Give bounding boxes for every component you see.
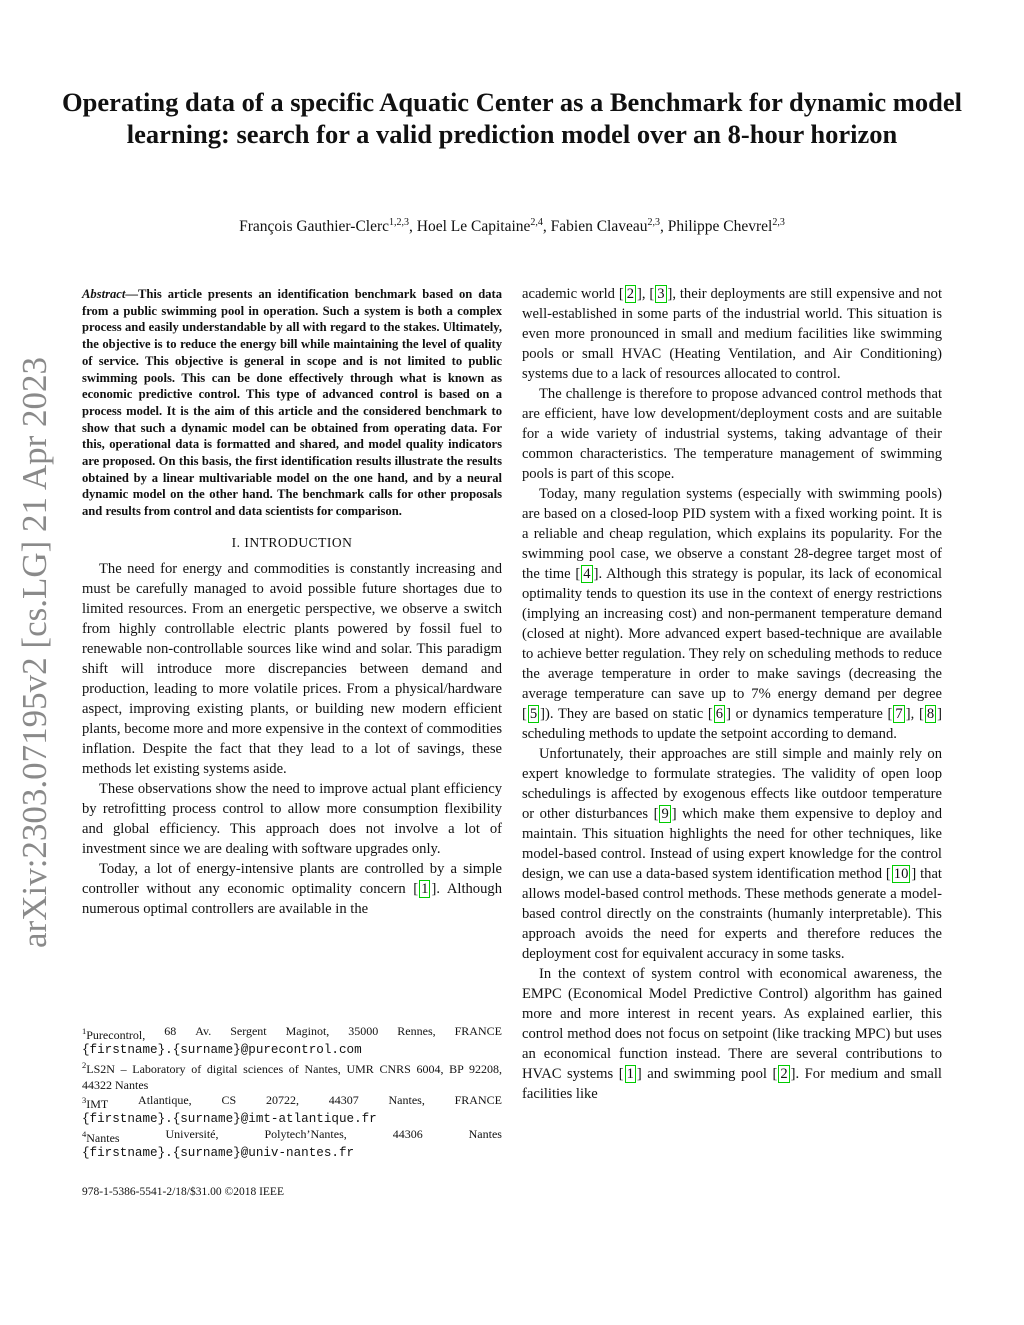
citation-link[interactable]: 1 [626,1066,634,1082]
citation-link[interactable]: 9 [661,806,669,822]
paragraph: Today, many regulation systems (especially with swimming pools) are based on a closed-loop PID system with a fixed working point. It is a reliable and cheap regulation, which explains its popularity. For the swimming pool case, we observe a constant 28-degree target most of the time [ 4 ]. Although this strategy is popular, its lack of economical optimality tends to question its use in the context of energy restrictions (implying an increasing cost) and non-permanent temperature demand (closed at night). More advanced expert based-technique are available to achieve better regulation. They rely on scheduling methods to reduce the average temperature in order to make savings (decreasing the average temperature can save up to 7% energy demand per degree [ 5 ]). They are based on static [ 6 ] or dynamics temperature [ 7 ], [ 8 ] scheduling methods to update the setpoint according to demand. [522,486,942,742]
footnotes [82,1024,502,1162]
section-heading: I. INTRODUCTION [231,534,353,550]
citation-link[interactable]: 7 [895,706,903,722]
footnote: $^1$Purecontrol, 68 Av. Sergent Maginot, 35000 Rennes, FRANCE [82,1024,502,1042]
author-name: Fabien Claveau [550,218,648,236]
paragraph: academic world [ 2 ], [ 3 ], their deployments are still expensive and not well-established in some parts of the industrial world. This situation is even more pronounced in small and medium facilities like swimming pools or small HVAC (Heating Ventilation, and Air Conditioning) systems due to a lack of resources allocated to control. [522,286,942,382]
citation-link[interactable]: 2 [626,286,634,302]
footnote: $^4$Nantes Université, Polytech’Nantes, 44306 Nantes [82,1127,502,1146]
citation-link[interactable]: 1 [421,880,429,897]
paragraph: The need for energy and commodities is constantly increasing and must be carefully managed to avoid possible future shortages due to limited resources. From an energetic perspective, we observe a switch from highly controllable electric plants powered by fossil fuel to renewable non-controllable sources like wind and solar. This paradigm shift will introduce more discrepancies between demand and production, leading to more volatile prices. From a physical/hardware aspect, improving existing plants, or building new modern efficient plants, become more and more expensive in the context of commodities inflation. Despite the fact that they lead to a lot of savings, these methods let existing systems aside. [82,560,502,777]
author-name: Philippe Chevrel [667,218,773,236]
paper-title: Operating data of a specific Aquatic Center as a Benchmark for dynamic model learning: search for a valid prediction model over an 8-hour horizon [62,87,962,149]
paragraph: Today, a lot of energy-intensive plants are controlled by a simple controller without any economic optimality concern [ 1 ]. Although numerous optimal controllers are available in the [82,860,502,917]
author-affiliation: 1,2,3 [389,217,410,228]
citation-link[interactable]: 5 [529,706,538,722]
citation-link[interactable]: 8 [926,706,935,722]
footnote: $^3$IMT Atlantique, CS 20722, 44307 Nantes, FRANCE [82,1092,502,1111]
paragraph: In the context of system control with economical awareness, the EMPC (Economical Model Predictive Control) algorithm has gained more and more interest in recent years. As explained earlier, this control method does not focus on setpoint (like tracking MPC) but uses an economical function instead. There are several contributions to HVAC systems [ 1 ] and swimming pool [ 2 ]. For medium and small facilities like [522,966,942,1102]
footnote-email: {firstname}.{surname}@purecontrol.com [82,1043,362,1058]
citation-link[interactable]: 3 [657,286,665,302]
abstract-text: —This article presents an identification benchmark based on data from a public swimming pool in operation. Such a system is both a complex process and easily understandable by all with regard to the stakes. Ultimately, the objective is to reduce the energy bill while maintaining the level of quality of service. This objective is general in scope and is not limited to public swimming pools. This can be done effectively through what is known as economic predictive control. This type of advanced control is based on a process model. It is the aim of this article and the considered benchmark to show that such a dynamic model can be obtained from operating data. For this, operational data is formatted and shared, and model quality indicators are proposed. On this basis, the first identification results illustrate the results obtained by a linear multivariable model on the one hand, and by a neural dynamic model on the other hand. The benchmark calls for other proposals and results from control and data scientists for comparison. [82,287,502,519]
right-column [522,284,942,1104]
paragraph: The challenge is therefore to propose advanced control methods that are efficient, have low development/deployment costs and are suitable for a wide variety of industrial systems, taking advantage of their common characteristics. The temperature management of swimming pools is part of this scope. [522,386,942,482]
paragraph: Unfortunately, their approaches are still simple and mainly rely on expert knowledge to formulate strategies. The validity of open loop schedulings is affected by exogenous effects like outdoor temperature or other disturbances [ 9 ] which make them expensive to deploy and maintain. This situation highlights the need for other techniques, like model-based control. Instead of using expert knowledge for the control design, we can use a data-based system identification method [ 10 ] that allows model-based control methods. These methods generate a model-based control directly on the constraints (humanly interpretable). This approach avoids the need for experts and therefore reduces the deployment cost for equivalent accuracy in some tasks. [522,746,942,962]
author-name: François Gauthier-Clerc [239,218,390,236]
footnote: $^2$LS2N – Laboratory of digital sciences of Nantes, UMR CNRS 6004, BP 92208, 44322 Nantes [82,1060,502,1092]
footnote-email: {firstname}.{surname}@univ-nantes.fr [82,1146,355,1161]
copyright-notice: 978-1-5386-5541-2/18/$31.00 ©2018 IEEE [82,1186,284,1198]
abstract [82,286,502,520]
footnote-email: {firstname}.{surname}@imt-atlantique.fr [82,1112,377,1127]
citation-link[interactable]: 10 [893,866,909,882]
citation-link[interactable]: 2 [780,1066,788,1082]
author-list: François Gauthier-Clerc$^{1,2,3}$, Hoel Le Capitaine$^{2,4}$, Fabien Claveau$^{2,3}$, Philippe Chevrel$^{2,3}$ [239,217,785,236]
author-affiliation: 2,4 [530,217,543,228]
paragraph: These observations show the need to improve actual plant efficiency by retrofitting process control to allow more consumption flexibility and global efficiency. This approach does not involve a lot of investment since we are dealing with software upgrades only. [82,780,502,857]
arxiv-identifier: arXiv:2303.07195v2 [cs.LG] 21 Apr 2023 [15,356,54,948]
abstract-label: Abstract [82,287,126,301]
author-affiliation: 2,3 [772,217,785,228]
left-column [82,286,502,919]
citation-link[interactable]: 6 [715,706,724,722]
citation-link[interactable]: 4 [583,566,591,582]
author-name: Hoel Le Capitaine [416,218,531,236]
author-affiliation: 2,3 [647,217,660,228]
